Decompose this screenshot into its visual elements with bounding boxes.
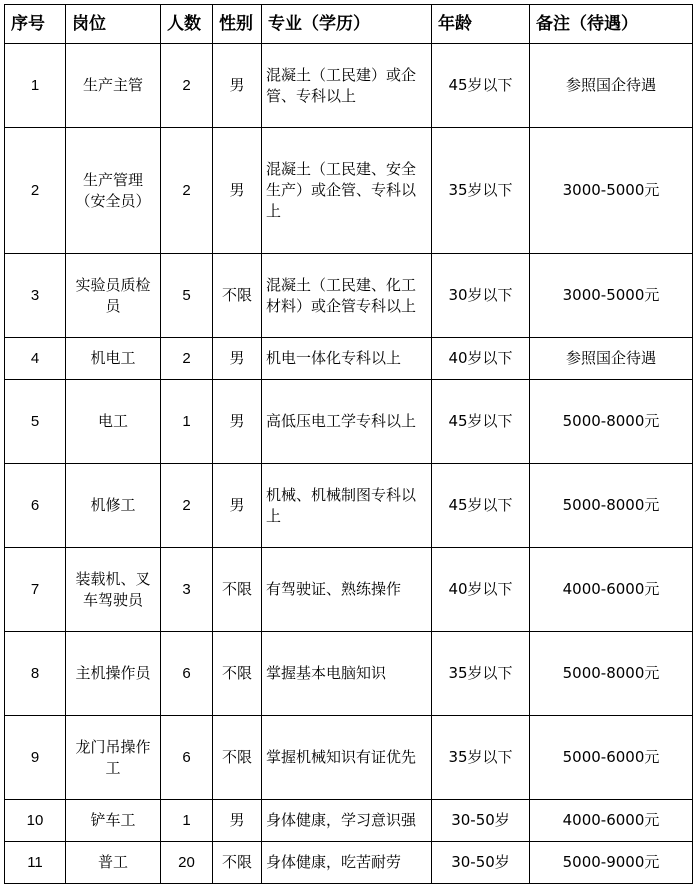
cell-count: 3 [161, 548, 213, 632]
cell-gender: 男 [213, 338, 262, 380]
header-position: 岗位 [66, 5, 161, 44]
cell-major: 混凝土（工民建、安全生产）或企管、专科以上 [262, 128, 432, 254]
cell-position: 装载机、叉车驾驶员 [66, 548, 161, 632]
table-row [5, 380, 693, 464]
cell-age: 40岁以下 [432, 548, 530, 632]
cell-count: 2 [161, 128, 213, 254]
cell-gender: 不限 [213, 548, 262, 632]
cell-age: 30岁以下 [432, 254, 530, 338]
cell-remark: 5000-8000元 [530, 632, 693, 716]
cell-gender: 男 [213, 800, 262, 842]
cell-index: 6 [5, 464, 66, 548]
cell-gender: 男 [213, 44, 262, 128]
cell-major: 机电一体化专科以上 [262, 338, 432, 380]
cell-major: 身体健康，吃苦耐劳 [262, 842, 432, 884]
table-row [5, 548, 693, 632]
cell-remark: 3000-5000元 [530, 254, 693, 338]
header-index: 序号 [5, 5, 66, 44]
cell-age: 30-50岁 [432, 800, 530, 842]
table-row [5, 716, 693, 800]
cell-index: 7 [5, 548, 66, 632]
cell-index: 9 [5, 716, 66, 800]
cell-index: 11 [5, 842, 66, 884]
header-gender: 性别 [213, 5, 262, 44]
cell-gender: 男 [213, 380, 262, 464]
cell-count: 6 [161, 716, 213, 800]
header-remark: 备注（待遇） [530, 5, 693, 44]
cell-major: 有驾驶证、熟练操作 [262, 548, 432, 632]
cell-age: 45岁以下 [432, 464, 530, 548]
cell-position: 普工 [66, 842, 161, 884]
table-row [5, 464, 693, 548]
header-row [5, 5, 693, 44]
cell-gender: 不限 [213, 632, 262, 716]
cell-position: 铲车工 [66, 800, 161, 842]
cell-remark: 5000-9000元 [530, 842, 693, 884]
cell-gender: 不限 [213, 842, 262, 884]
cell-major: 机械、机械制图专科以上 [262, 464, 432, 548]
cell-remark: 5000-6000元 [530, 716, 693, 800]
cell-count: 6 [161, 632, 213, 716]
cell-major: 掌握机械知识有证优先 [262, 716, 432, 800]
recruitment-table [4, 4, 693, 884]
cell-count: 20 [161, 842, 213, 884]
cell-index: 8 [5, 632, 66, 716]
cell-remark: 4000-6000元 [530, 548, 693, 632]
table-row [5, 128, 693, 254]
cell-gender: 不限 [213, 716, 262, 800]
cell-age: 35岁以下 [432, 716, 530, 800]
cell-index: 4 [5, 338, 66, 380]
cell-count: 1 [161, 800, 213, 842]
cell-count: 2 [161, 44, 213, 128]
cell-count: 2 [161, 464, 213, 548]
cell-position: 龙门吊操作工 [66, 716, 161, 800]
cell-major: 混凝土（工民建）或企管、专科以上 [262, 44, 432, 128]
table-row [5, 254, 693, 338]
cell-remark: 参照国企待遇 [530, 44, 693, 128]
table-row [5, 842, 693, 884]
cell-gender: 男 [213, 128, 262, 254]
table-row [5, 44, 693, 128]
cell-count: 5 [161, 254, 213, 338]
cell-remark: 4000-6000元 [530, 800, 693, 842]
cell-remark: 3000-5000元 [530, 128, 693, 254]
cell-age: 35岁以下 [432, 632, 530, 716]
cell-major: 掌握基本电脑知识 [262, 632, 432, 716]
cell-gender: 不限 [213, 254, 262, 338]
cell-remark: 5000-8000元 [530, 464, 693, 548]
cell-gender: 男 [213, 464, 262, 548]
cell-count: 2 [161, 338, 213, 380]
cell-major: 身体健康，学习意识强 [262, 800, 432, 842]
cell-age: 45岁以下 [432, 44, 530, 128]
cell-position: 生产管理（安全员） [66, 128, 161, 254]
header-age: 年龄 [432, 5, 530, 44]
cell-index: 10 [5, 800, 66, 842]
cell-position: 机修工 [66, 464, 161, 548]
cell-index: 3 [5, 254, 66, 338]
cell-position: 机电工 [66, 338, 161, 380]
cell-position: 电工 [66, 380, 161, 464]
cell-remark: 5000-8000元 [530, 380, 693, 464]
cell-index: 2 [5, 128, 66, 254]
cell-position: 实验员质检员 [66, 254, 161, 338]
cell-age: 35岁以下 [432, 128, 530, 254]
cell-remark: 参照国企待遇 [530, 338, 693, 380]
cell-age: 40岁以下 [432, 338, 530, 380]
table-row [5, 338, 693, 380]
cell-age: 30-50岁 [432, 842, 530, 884]
header-count: 人数 [161, 5, 213, 44]
table-row [5, 632, 693, 716]
table-row [5, 800, 693, 842]
cell-index: 1 [5, 44, 66, 128]
header-major: 专业（学历） [262, 5, 432, 44]
cell-major: 混凝土（工民建、化工材料）或企管专科以上 [262, 254, 432, 338]
cell-count: 1 [161, 380, 213, 464]
cell-major: 高低压电工学专科以上 [262, 380, 432, 464]
cell-index: 5 [5, 380, 66, 464]
table-body [5, 44, 693, 884]
cell-age: 45岁以下 [432, 380, 530, 464]
cell-position: 生产主管 [66, 44, 161, 128]
cell-position: 主机操作员 [66, 632, 161, 716]
